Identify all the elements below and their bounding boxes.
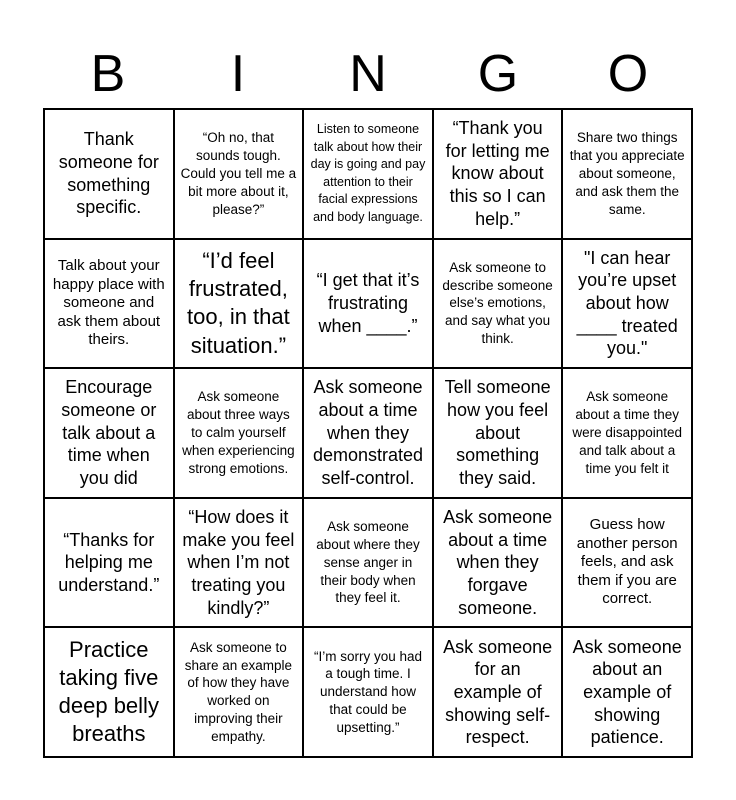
cell-text: “How does it make you feel when I’m not treating you kindly?” <box>182 506 295 618</box>
bingo-cell-r2c5[interactable] <box>562 239 692 369</box>
cell-text: “Thank you for letting me know about this so I can help.” <box>445 118 550 229</box>
cell-text: Ask someone about a time when they demonstrated self-control. <box>312 377 424 488</box>
bingo-cell-r1c4[interactable] <box>433 109 563 239</box>
bingo-cell-r1c5[interactable] <box>562 109 692 239</box>
header-letter-i: I <box>230 45 246 103</box>
bingo-cell-r1c1[interactable] <box>44 109 174 239</box>
cell-text: “I get that it’s frustrating when ____.” <box>316 270 420 336</box>
cell-text: Ask someone for an example of showing self-respect. <box>443 636 553 748</box>
cell-text: "I can hear you’re upset about how ____ treated you." <box>576 247 678 359</box>
cell-text: Practice taking five deep belly breaths <box>58 636 159 747</box>
cell-text: Ask someone about an example of showing patience. <box>572 636 682 748</box>
cell-text: Ask someone to share an example of how they have worked on improving their empathy. <box>184 639 293 744</box>
cell-text: Share two things that you appreciate about someone, and ask them the same. <box>569 130 685 217</box>
bingo-cell-r5c3[interactable] <box>303 627 433 757</box>
cell-text: Tell someone how you feel about something they said. <box>444 377 551 488</box>
cell-text: “I’m sorry you had a tough time. I understand how that could be upsetting.” <box>313 648 423 735</box>
bingo-cell-r4c5[interactable] <box>562 498 692 628</box>
bingo-cell-r3c2[interactable] <box>174 368 304 498</box>
cell-text: “I’d feel frustrated, too, in that situation.” <box>187 248 290 358</box>
bingo-cell-r5c1[interactable] <box>44 627 174 757</box>
bingo-board <box>43 108 693 758</box>
header-letter-o: O <box>607 45 649 103</box>
cell-text: Talk about your happy place with someone and ask them about theirs. <box>52 256 165 349</box>
bingo-cell-r3c4[interactable] <box>433 368 563 498</box>
cell-text: Thank someone for something specific. <box>58 129 159 218</box>
header-letter-n: N <box>349 45 387 103</box>
bingo-cell-r3c3[interactable] <box>303 368 433 498</box>
cell-text: Ask someone to describe someone else’s emotions, and say what you think. <box>442 259 553 347</box>
cell-text: Encourage someone or talk about a time when you did <box>61 377 157 488</box>
cell-text: “Thanks for helping me understand.” <box>58 529 160 595</box>
bingo-cell-r2c3[interactable] <box>303 239 433 369</box>
bingo-cell-r5c4[interactable] <box>433 627 563 757</box>
header-letter-b: B <box>90 45 126 103</box>
cell-text: Guess how another person feels, and ask them if you are correct. <box>576 516 678 608</box>
bingo-cell-r4c2[interactable] <box>174 498 304 628</box>
cell-text: Ask someone about three ways to calm yourself when experiencing strong emotions. <box>182 389 295 476</box>
bingo-cell-r5c2[interactable] <box>174 627 304 757</box>
bingo-cell-r2c4[interactable] <box>433 239 563 369</box>
bingo-cell-r1c3[interactable] <box>303 109 433 239</box>
header-letter-g: G <box>477 45 519 103</box>
bingo-header <box>43 40 693 108</box>
cell-text: “Oh no, that sounds tough. Could you tell me a bit more about it, please?” <box>180 130 297 217</box>
bingo-cell-r3c5[interactable] <box>562 368 692 498</box>
cell-text: Ask someone about where they sense anger in their body when they feel it. <box>316 519 420 606</box>
bingo-cell-r2c2[interactable] <box>174 239 304 369</box>
bingo-cell-r4c4[interactable] <box>433 498 563 628</box>
cell-text: Ask someone about a time they were disappointed and talk about a time you felt it <box>572 389 682 476</box>
bingo-cell-r4c3[interactable] <box>303 498 433 628</box>
bingo-cell-r2c1[interactable] <box>44 239 174 369</box>
bingo-cell-r1c2[interactable] <box>174 109 304 239</box>
bingo-cell-r5c5[interactable] <box>562 627 692 757</box>
cell-text: Listen to someone talk about how their day is going and pay attention to their facial expressions and body language. <box>310 122 426 224</box>
bingo-cell-r3c1[interactable] <box>44 368 174 498</box>
bingo-cell-r4c1[interactable] <box>44 498 174 628</box>
cell-text: Ask someone about a time when they forgave someone. <box>443 506 553 618</box>
